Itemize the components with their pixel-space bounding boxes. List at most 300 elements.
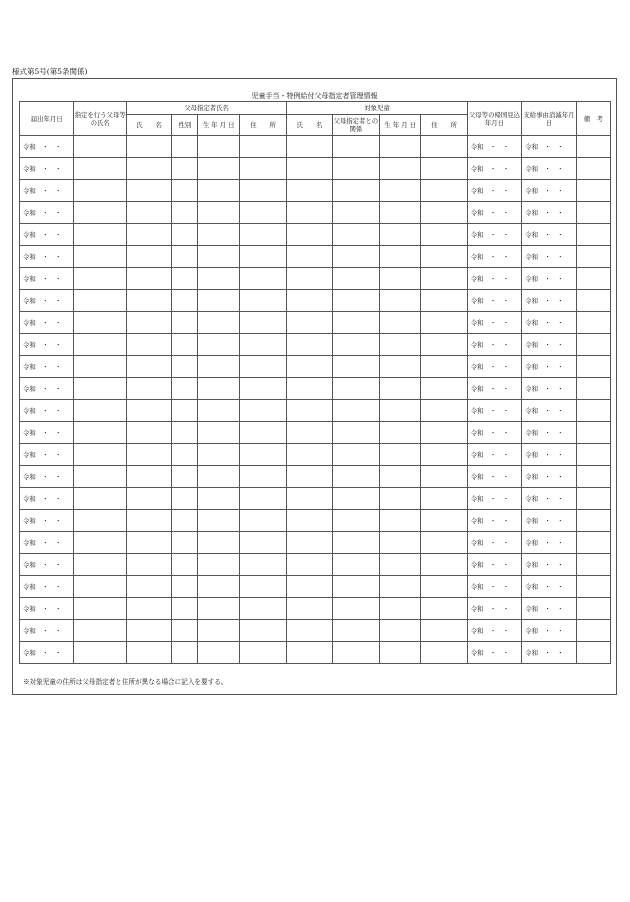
notification-date-cell[interactable]: 令和 ・ ・ bbox=[20, 268, 74, 290]
termination-date-cell[interactable]: 令和 ・ ・ bbox=[522, 180, 576, 202]
designee-birthdate-cell[interactable] bbox=[198, 554, 239, 576]
child-relationship-cell[interactable] bbox=[332, 598, 379, 620]
designee-address-cell[interactable] bbox=[239, 136, 286, 158]
designator-name-cell[interactable] bbox=[74, 290, 126, 312]
designee-sex-cell[interactable] bbox=[172, 246, 198, 268]
return-date-cell[interactable]: 令和 ・ ・ bbox=[467, 378, 521, 400]
termination-date-cell[interactable]: 令和 ・ ・ bbox=[522, 444, 576, 466]
designator-name-cell[interactable] bbox=[74, 158, 126, 180]
child-address-cell[interactable] bbox=[421, 378, 467, 400]
child-birthdate-cell[interactable] bbox=[380, 290, 421, 312]
child-name-cell[interactable] bbox=[287, 136, 332, 158]
designee-name-cell[interactable] bbox=[126, 180, 171, 202]
designator-name-cell[interactable] bbox=[74, 620, 126, 642]
child-relationship-cell[interactable] bbox=[332, 620, 379, 642]
designee-birthdate-cell[interactable] bbox=[198, 642, 239, 664]
child-birthdate-cell[interactable] bbox=[380, 510, 421, 532]
designee-address-cell[interactable] bbox=[239, 444, 286, 466]
child-relationship-cell[interactable] bbox=[332, 202, 379, 224]
child-birthdate-cell[interactable] bbox=[380, 224, 421, 246]
designee-address-cell[interactable] bbox=[239, 466, 286, 488]
designee-sex-cell[interactable] bbox=[172, 532, 198, 554]
termination-date-cell[interactable]: 令和 ・ ・ bbox=[522, 510, 576, 532]
designee-name-cell[interactable] bbox=[126, 378, 171, 400]
child-address-cell[interactable] bbox=[421, 356, 467, 378]
designee-sex-cell[interactable] bbox=[172, 422, 198, 444]
designee-sex-cell[interactable] bbox=[172, 334, 198, 356]
remarks-cell[interactable] bbox=[576, 356, 610, 378]
notification-date-cell[interactable]: 令和 ・ ・ bbox=[20, 312, 74, 334]
notification-date-cell[interactable]: 令和 ・ ・ bbox=[20, 532, 74, 554]
child-address-cell[interactable] bbox=[421, 158, 467, 180]
remarks-cell[interactable] bbox=[576, 202, 610, 224]
child-address-cell[interactable] bbox=[421, 136, 467, 158]
child-relationship-cell[interactable] bbox=[332, 180, 379, 202]
designee-birthdate-cell[interactable] bbox=[198, 576, 239, 598]
designee-address-cell[interactable] bbox=[239, 334, 286, 356]
return-date-cell[interactable]: 令和 ・ ・ bbox=[467, 268, 521, 290]
return-date-cell[interactable]: 令和 ・ ・ bbox=[467, 224, 521, 246]
child-relationship-cell[interactable] bbox=[332, 466, 379, 488]
remarks-cell[interactable] bbox=[576, 180, 610, 202]
designee-name-cell[interactable] bbox=[126, 422, 171, 444]
child-relationship-cell[interactable] bbox=[332, 422, 379, 444]
termination-date-cell[interactable]: 令和 ・ ・ bbox=[522, 136, 576, 158]
designee-name-cell[interactable] bbox=[126, 488, 171, 510]
child-relationship-cell[interactable] bbox=[332, 554, 379, 576]
remarks-cell[interactable] bbox=[576, 642, 610, 664]
designator-name-cell[interactable] bbox=[74, 444, 126, 466]
child-birthdate-cell[interactable] bbox=[380, 576, 421, 598]
designator-name-cell[interactable] bbox=[74, 532, 126, 554]
child-address-cell[interactable] bbox=[421, 510, 467, 532]
designee-address-cell[interactable] bbox=[239, 554, 286, 576]
designee-address-cell[interactable] bbox=[239, 356, 286, 378]
child-relationship-cell[interactable] bbox=[332, 136, 379, 158]
child-name-cell[interactable] bbox=[287, 334, 332, 356]
designee-birthdate-cell[interactable] bbox=[198, 136, 239, 158]
notification-date-cell[interactable]: 令和 ・ ・ bbox=[20, 444, 74, 466]
child-birthdate-cell[interactable] bbox=[380, 400, 421, 422]
notification-date-cell[interactable]: 令和 ・ ・ bbox=[20, 466, 74, 488]
return-date-cell[interactable]: 令和 ・ ・ bbox=[467, 136, 521, 158]
termination-date-cell[interactable]: 令和 ・ ・ bbox=[522, 642, 576, 664]
designee-birthdate-cell[interactable] bbox=[198, 246, 239, 268]
remarks-cell[interactable] bbox=[576, 290, 610, 312]
designee-sex-cell[interactable] bbox=[172, 554, 198, 576]
notification-date-cell[interactable]: 令和 ・ ・ bbox=[20, 598, 74, 620]
return-date-cell[interactable]: 令和 ・ ・ bbox=[467, 180, 521, 202]
child-address-cell[interactable] bbox=[421, 224, 467, 246]
designee-address-cell[interactable] bbox=[239, 268, 286, 290]
designee-name-cell[interactable] bbox=[126, 224, 171, 246]
child-name-cell[interactable] bbox=[287, 246, 332, 268]
child-birthdate-cell[interactable] bbox=[380, 268, 421, 290]
notification-date-cell[interactable]: 令和 ・ ・ bbox=[20, 554, 74, 576]
designator-name-cell[interactable] bbox=[74, 356, 126, 378]
child-birthdate-cell[interactable] bbox=[380, 422, 421, 444]
return-date-cell[interactable]: 令和 ・ ・ bbox=[467, 642, 521, 664]
designee-name-cell[interactable] bbox=[126, 598, 171, 620]
remarks-cell[interactable] bbox=[576, 620, 610, 642]
child-address-cell[interactable] bbox=[421, 642, 467, 664]
termination-date-cell[interactable]: 令和 ・ ・ bbox=[522, 466, 576, 488]
child-address-cell[interactable] bbox=[421, 576, 467, 598]
child-address-cell[interactable] bbox=[421, 180, 467, 202]
remarks-cell[interactable] bbox=[576, 334, 610, 356]
designee-birthdate-cell[interactable] bbox=[198, 466, 239, 488]
designee-name-cell[interactable] bbox=[126, 466, 171, 488]
designee-address-cell[interactable] bbox=[239, 290, 286, 312]
notification-date-cell[interactable]: 令和 ・ ・ bbox=[20, 400, 74, 422]
return-date-cell[interactable]: 令和 ・ ・ bbox=[467, 312, 521, 334]
child-name-cell[interactable] bbox=[287, 356, 332, 378]
termination-date-cell[interactable]: 令和 ・ ・ bbox=[522, 598, 576, 620]
termination-date-cell[interactable]: 令和 ・ ・ bbox=[522, 554, 576, 576]
child-relationship-cell[interactable] bbox=[332, 290, 379, 312]
child-name-cell[interactable] bbox=[287, 202, 332, 224]
return-date-cell[interactable]: 令和 ・ ・ bbox=[467, 422, 521, 444]
child-relationship-cell[interactable] bbox=[332, 246, 379, 268]
remarks-cell[interactable] bbox=[576, 466, 610, 488]
designee-birthdate-cell[interactable] bbox=[198, 422, 239, 444]
child-birthdate-cell[interactable] bbox=[380, 532, 421, 554]
child-name-cell[interactable] bbox=[287, 620, 332, 642]
child-birthdate-cell[interactable] bbox=[380, 356, 421, 378]
designator-name-cell[interactable] bbox=[74, 268, 126, 290]
designee-birthdate-cell[interactable] bbox=[198, 598, 239, 620]
child-birthdate-cell[interactable] bbox=[380, 202, 421, 224]
designee-name-cell[interactable] bbox=[126, 356, 171, 378]
notification-date-cell[interactable]: 令和 ・ ・ bbox=[20, 158, 74, 180]
return-date-cell[interactable]: 令和 ・ ・ bbox=[467, 158, 521, 180]
designee-birthdate-cell[interactable] bbox=[198, 444, 239, 466]
termination-date-cell[interactable]: 令和 ・ ・ bbox=[522, 202, 576, 224]
child-name-cell[interactable] bbox=[287, 180, 332, 202]
return-date-cell[interactable]: 令和 ・ ・ bbox=[467, 334, 521, 356]
child-birthdate-cell[interactable] bbox=[380, 246, 421, 268]
designee-birthdate-cell[interactable] bbox=[198, 268, 239, 290]
designee-sex-cell[interactable] bbox=[172, 576, 198, 598]
child-address-cell[interactable] bbox=[421, 488, 467, 510]
child-name-cell[interactable] bbox=[287, 576, 332, 598]
notification-date-cell[interactable]: 令和 ・ ・ bbox=[20, 422, 74, 444]
designee-sex-cell[interactable] bbox=[172, 466, 198, 488]
termination-date-cell[interactable]: 令和 ・ ・ bbox=[522, 400, 576, 422]
designee-sex-cell[interactable] bbox=[172, 444, 198, 466]
remarks-cell[interactable] bbox=[576, 312, 610, 334]
designee-address-cell[interactable] bbox=[239, 532, 286, 554]
child-address-cell[interactable] bbox=[421, 246, 467, 268]
designator-name-cell[interactable] bbox=[74, 246, 126, 268]
designee-name-cell[interactable] bbox=[126, 268, 171, 290]
designee-sex-cell[interactable] bbox=[172, 180, 198, 202]
designee-address-cell[interactable] bbox=[239, 202, 286, 224]
notification-date-cell[interactable]: 令和 ・ ・ bbox=[20, 378, 74, 400]
return-date-cell[interactable]: 令和 ・ ・ bbox=[467, 290, 521, 312]
child-birthdate-cell[interactable] bbox=[380, 598, 421, 620]
designee-sex-cell[interactable] bbox=[172, 510, 198, 532]
termination-date-cell[interactable]: 令和 ・ ・ bbox=[522, 576, 576, 598]
designator-name-cell[interactable] bbox=[74, 554, 126, 576]
child-address-cell[interactable] bbox=[421, 598, 467, 620]
return-date-cell[interactable]: 令和 ・ ・ bbox=[467, 466, 521, 488]
child-name-cell[interactable] bbox=[287, 158, 332, 180]
child-birthdate-cell[interactable] bbox=[380, 312, 421, 334]
designee-name-cell[interactable] bbox=[126, 554, 171, 576]
designee-name-cell[interactable] bbox=[126, 136, 171, 158]
return-date-cell[interactable]: 令和 ・ ・ bbox=[467, 202, 521, 224]
child-relationship-cell[interactable] bbox=[332, 576, 379, 598]
child-name-cell[interactable] bbox=[287, 290, 332, 312]
designee-name-cell[interactable] bbox=[126, 576, 171, 598]
termination-date-cell[interactable]: 令和 ・ ・ bbox=[522, 246, 576, 268]
child-relationship-cell[interactable] bbox=[332, 356, 379, 378]
designee-address-cell[interactable] bbox=[239, 598, 286, 620]
designee-sex-cell[interactable] bbox=[172, 158, 198, 180]
child-name-cell[interactable] bbox=[287, 444, 332, 466]
designee-name-cell[interactable] bbox=[126, 312, 171, 334]
designee-address-cell[interactable] bbox=[239, 312, 286, 334]
designee-sex-cell[interactable] bbox=[172, 620, 198, 642]
designator-name-cell[interactable] bbox=[74, 422, 126, 444]
child-address-cell[interactable] bbox=[421, 268, 467, 290]
child-birthdate-cell[interactable] bbox=[380, 466, 421, 488]
notification-date-cell[interactable]: 令和 ・ ・ bbox=[20, 510, 74, 532]
designee-sex-cell[interactable] bbox=[172, 312, 198, 334]
child-birthdate-cell[interactable] bbox=[380, 620, 421, 642]
child-name-cell[interactable] bbox=[287, 554, 332, 576]
designee-address-cell[interactable] bbox=[239, 246, 286, 268]
designator-name-cell[interactable] bbox=[74, 488, 126, 510]
designee-name-cell[interactable] bbox=[126, 246, 171, 268]
designee-address-cell[interactable] bbox=[239, 158, 286, 180]
designee-birthdate-cell[interactable] bbox=[198, 180, 239, 202]
designee-sex-cell[interactable] bbox=[172, 598, 198, 620]
remarks-cell[interactable] bbox=[576, 224, 610, 246]
child-name-cell[interactable] bbox=[287, 378, 332, 400]
termination-date-cell[interactable]: 令和 ・ ・ bbox=[522, 378, 576, 400]
designator-name-cell[interactable] bbox=[74, 136, 126, 158]
child-birthdate-cell[interactable] bbox=[380, 136, 421, 158]
return-date-cell[interactable]: 令和 ・ ・ bbox=[467, 510, 521, 532]
designator-name-cell[interactable] bbox=[74, 400, 126, 422]
child-name-cell[interactable] bbox=[287, 312, 332, 334]
termination-date-cell[interactable]: 令和 ・ ・ bbox=[522, 532, 576, 554]
child-relationship-cell[interactable] bbox=[332, 158, 379, 180]
return-date-cell[interactable]: 令和 ・ ・ bbox=[467, 554, 521, 576]
child-relationship-cell[interactable] bbox=[332, 444, 379, 466]
designator-name-cell[interactable] bbox=[74, 334, 126, 356]
child-relationship-cell[interactable] bbox=[332, 224, 379, 246]
remarks-cell[interactable] bbox=[576, 136, 610, 158]
designee-address-cell[interactable] bbox=[239, 576, 286, 598]
child-name-cell[interactable] bbox=[287, 400, 332, 422]
child-birthdate-cell[interactable] bbox=[380, 554, 421, 576]
remarks-cell[interactable] bbox=[576, 576, 610, 598]
designator-name-cell[interactable] bbox=[74, 642, 126, 664]
designee-sex-cell[interactable] bbox=[172, 378, 198, 400]
child-name-cell[interactable] bbox=[287, 532, 332, 554]
designee-address-cell[interactable] bbox=[239, 422, 286, 444]
child-birthdate-cell[interactable] bbox=[380, 180, 421, 202]
child-relationship-cell[interactable] bbox=[332, 400, 379, 422]
notification-date-cell[interactable]: 令和 ・ ・ bbox=[20, 202, 74, 224]
child-birthdate-cell[interactable] bbox=[380, 158, 421, 180]
child-name-cell[interactable] bbox=[287, 642, 332, 664]
designee-birthdate-cell[interactable] bbox=[198, 400, 239, 422]
designee-address-cell[interactable] bbox=[239, 400, 286, 422]
designee-name-cell[interactable] bbox=[126, 290, 171, 312]
notification-date-cell[interactable]: 令和 ・ ・ bbox=[20, 246, 74, 268]
child-birthdate-cell[interactable] bbox=[380, 378, 421, 400]
remarks-cell[interactable] bbox=[576, 158, 610, 180]
designee-birthdate-cell[interactable] bbox=[198, 356, 239, 378]
designator-name-cell[interactable] bbox=[74, 576, 126, 598]
notification-date-cell[interactable]: 令和 ・ ・ bbox=[20, 136, 74, 158]
notification-date-cell[interactable]: 令和 ・ ・ bbox=[20, 620, 74, 642]
termination-date-cell[interactable]: 令和 ・ ・ bbox=[522, 290, 576, 312]
child-name-cell[interactable] bbox=[287, 598, 332, 620]
child-name-cell[interactable] bbox=[287, 510, 332, 532]
notification-date-cell[interactable]: 令和 ・ ・ bbox=[20, 576, 74, 598]
notification-date-cell[interactable]: 令和 ・ ・ bbox=[20, 180, 74, 202]
designee-birthdate-cell[interactable] bbox=[198, 488, 239, 510]
designee-sex-cell[interactable] bbox=[172, 400, 198, 422]
designee-name-cell[interactable] bbox=[126, 510, 171, 532]
designee-address-cell[interactable] bbox=[239, 510, 286, 532]
designee-sex-cell[interactable] bbox=[172, 488, 198, 510]
return-date-cell[interactable]: 令和 ・ ・ bbox=[467, 620, 521, 642]
termination-date-cell[interactable]: 令和 ・ ・ bbox=[522, 620, 576, 642]
child-relationship-cell[interactable] bbox=[332, 268, 379, 290]
remarks-cell[interactable] bbox=[576, 422, 610, 444]
termination-date-cell[interactable]: 令和 ・ ・ bbox=[522, 488, 576, 510]
child-birthdate-cell[interactable] bbox=[380, 334, 421, 356]
notification-date-cell[interactable]: 令和 ・ ・ bbox=[20, 224, 74, 246]
notification-date-cell[interactable]: 令和 ・ ・ bbox=[20, 642, 74, 664]
child-relationship-cell[interactable] bbox=[332, 378, 379, 400]
termination-date-cell[interactable]: 令和 ・ ・ bbox=[522, 356, 576, 378]
designee-birthdate-cell[interactable] bbox=[198, 334, 239, 356]
designee-birthdate-cell[interactable] bbox=[198, 378, 239, 400]
child-relationship-cell[interactable] bbox=[332, 642, 379, 664]
child-name-cell[interactable] bbox=[287, 488, 332, 510]
designee-address-cell[interactable] bbox=[239, 620, 286, 642]
child-relationship-cell[interactable] bbox=[332, 532, 379, 554]
designee-address-cell[interactable] bbox=[239, 224, 286, 246]
designee-birthdate-cell[interactable] bbox=[198, 224, 239, 246]
designee-name-cell[interactable] bbox=[126, 642, 171, 664]
child-relationship-cell[interactable] bbox=[332, 334, 379, 356]
return-date-cell[interactable]: 令和 ・ ・ bbox=[467, 598, 521, 620]
child-address-cell[interactable] bbox=[421, 444, 467, 466]
notification-date-cell[interactable]: 令和 ・ ・ bbox=[20, 488, 74, 510]
designator-name-cell[interactable] bbox=[74, 180, 126, 202]
child-name-cell[interactable] bbox=[287, 268, 332, 290]
termination-date-cell[interactable]: 令和 ・ ・ bbox=[522, 268, 576, 290]
remarks-cell[interactable] bbox=[576, 444, 610, 466]
designee-name-cell[interactable] bbox=[126, 532, 171, 554]
designator-name-cell[interactable] bbox=[74, 510, 126, 532]
designee-birthdate-cell[interactable] bbox=[198, 532, 239, 554]
notification-date-cell[interactable]: 令和 ・ ・ bbox=[20, 356, 74, 378]
designator-name-cell[interactable] bbox=[74, 202, 126, 224]
return-date-cell[interactable]: 令和 ・ ・ bbox=[467, 444, 521, 466]
child-relationship-cell[interactable] bbox=[332, 488, 379, 510]
notification-date-cell[interactable]: 令和 ・ ・ bbox=[20, 290, 74, 312]
return-date-cell[interactable]: 令和 ・ ・ bbox=[467, 356, 521, 378]
child-address-cell[interactable] bbox=[421, 312, 467, 334]
child-birthdate-cell[interactable] bbox=[380, 488, 421, 510]
remarks-cell[interactable] bbox=[576, 510, 610, 532]
remarks-cell[interactable] bbox=[576, 532, 610, 554]
child-address-cell[interactable] bbox=[421, 422, 467, 444]
designee-address-cell[interactable] bbox=[239, 642, 286, 664]
return-date-cell[interactable]: 令和 ・ ・ bbox=[467, 576, 521, 598]
designee-sex-cell[interactable] bbox=[172, 268, 198, 290]
designator-name-cell[interactable] bbox=[74, 224, 126, 246]
designee-sex-cell[interactable] bbox=[172, 356, 198, 378]
designee-name-cell[interactable] bbox=[126, 400, 171, 422]
child-address-cell[interactable] bbox=[421, 532, 467, 554]
designee-name-cell[interactable] bbox=[126, 202, 171, 224]
child-address-cell[interactable] bbox=[421, 620, 467, 642]
designee-address-cell[interactable] bbox=[239, 488, 286, 510]
child-address-cell[interactable] bbox=[421, 202, 467, 224]
child-birthdate-cell[interactable] bbox=[380, 642, 421, 664]
return-date-cell[interactable]: 令和 ・ ・ bbox=[467, 246, 521, 268]
child-name-cell[interactable] bbox=[287, 422, 332, 444]
remarks-cell[interactable] bbox=[576, 268, 610, 290]
return-date-cell[interactable]: 令和 ・ ・ bbox=[467, 400, 521, 422]
designee-birthdate-cell[interactable] bbox=[198, 202, 239, 224]
child-address-cell[interactable] bbox=[421, 334, 467, 356]
child-name-cell[interactable] bbox=[287, 466, 332, 488]
child-address-cell[interactable] bbox=[421, 400, 467, 422]
designee-birthdate-cell[interactable] bbox=[198, 620, 239, 642]
designee-sex-cell[interactable] bbox=[172, 136, 198, 158]
termination-date-cell[interactable]: 令和 ・ ・ bbox=[522, 312, 576, 334]
designator-name-cell[interactable] bbox=[74, 378, 126, 400]
designee-sex-cell[interactable] bbox=[172, 642, 198, 664]
notification-date-cell[interactable]: 令和 ・ ・ bbox=[20, 334, 74, 356]
child-address-cell[interactable] bbox=[421, 466, 467, 488]
remarks-cell[interactable] bbox=[576, 400, 610, 422]
termination-date-cell[interactable]: 令和 ・ ・ bbox=[522, 158, 576, 180]
designee-birthdate-cell[interactable] bbox=[198, 158, 239, 180]
designator-name-cell[interactable] bbox=[74, 598, 126, 620]
remarks-cell[interactable] bbox=[576, 488, 610, 510]
designee-address-cell[interactable] bbox=[239, 180, 286, 202]
termination-date-cell[interactable]: 令和 ・ ・ bbox=[522, 334, 576, 356]
termination-date-cell[interactable]: 令和 ・ ・ bbox=[522, 224, 576, 246]
child-relationship-cell[interactable] bbox=[332, 312, 379, 334]
child-relationship-cell[interactable] bbox=[332, 510, 379, 532]
remarks-cell[interactable] bbox=[576, 598, 610, 620]
designee-birthdate-cell[interactable] bbox=[198, 510, 239, 532]
child-address-cell[interactable] bbox=[421, 554, 467, 576]
child-name-cell[interactable] bbox=[287, 224, 332, 246]
child-birthdate-cell[interactable] bbox=[380, 444, 421, 466]
designee-name-cell[interactable] bbox=[126, 620, 171, 642]
designee-sex-cell[interactable] bbox=[172, 202, 198, 224]
designee-name-cell[interactable] bbox=[126, 334, 171, 356]
designee-birthdate-cell[interactable] bbox=[198, 290, 239, 312]
return-date-cell[interactable]: 令和 ・ ・ bbox=[467, 488, 521, 510]
designee-name-cell[interactable] bbox=[126, 444, 171, 466]
designee-birthdate-cell[interactable] bbox=[198, 312, 239, 334]
